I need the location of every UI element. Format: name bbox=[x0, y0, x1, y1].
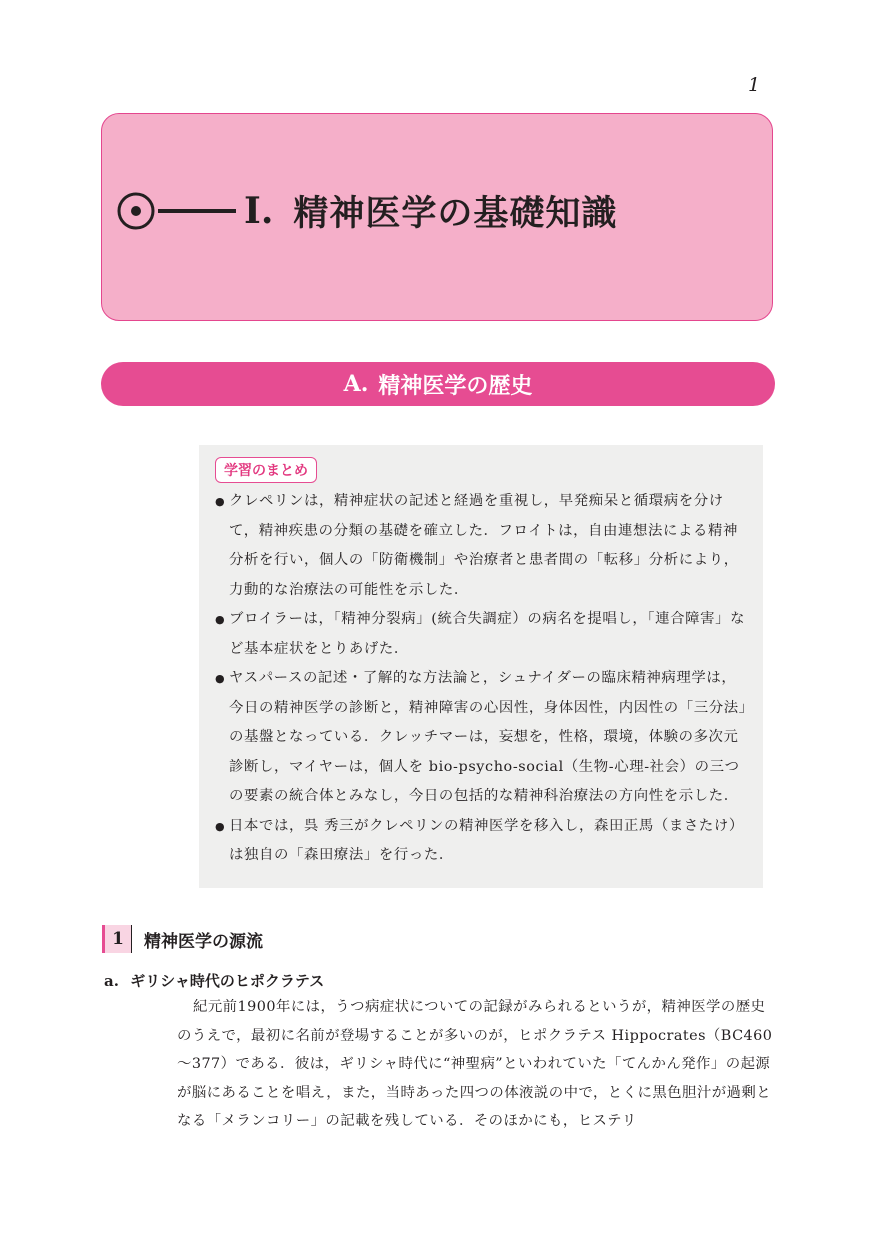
summary-tag: 学習のまとめ bbox=[215, 457, 317, 483]
chapter-title-text: 精神医学の基礎知識 bbox=[293, 194, 618, 234]
chapter-rule bbox=[158, 209, 236, 213]
summary-box bbox=[199, 445, 763, 888]
section-title: 精神医学の歴史 bbox=[378, 373, 533, 399]
section-letter: A. bbox=[343, 371, 369, 397]
summary-item: ● ヤスパースの記述・了解的な方法論と，シュナイダーの臨床精神病理学は，今日の精神医学の診断と，精神障害の心因性，身体因性，内因性の「三分法」の基盤となっている．クレッチマーは，妄想を，性格，環境，体験の多次元診断し，マイヤーは，個人を bio-psycho-social（生物-心理-社会）の三つの要素の統合体とみなし，今日の包括的な精神科治療法の方向性を示した． bbox=[215, 664, 749, 812]
summary-item: ● クレペリンは，精神症状の記述と経過を重視し，早発痴呆と循環病を分けて，精神疾患の分類の基礎を確立した．フロイトは，自由連想法による精神分析を行い，個人の「防衛機制」や治療者と患者間の「転移」分析により，力動的な治療法の可能性を示した． bbox=[215, 487, 749, 605]
subsubsection-letter: a. bbox=[104, 972, 119, 990]
subsection-heading bbox=[102, 925, 263, 953]
subsubsection-heading bbox=[104, 970, 324, 991]
target-circle-icon bbox=[116, 191, 156, 231]
body-paragraph: 紀元前1900年には，うつ病症状についての記録がみられるというが，精神医学の歴史のうえで，最初に名前が登場することが多いのが，ヒポクラテス Hippocrates（BC460～377）である．彼は，ギリシャ時代に“神聖病”といわれていた「てんかん発作」の起源が脳にあることを唱え，また，当時あった四つの体液説の中で，とくに黒色胆汁が過剰となる「メランコリー」の記載を残している．そのほかにも，ヒステリ bbox=[177, 999, 773, 1129]
page-number: 1 bbox=[748, 74, 761, 96]
subsection-title: 精神医学の源流 bbox=[144, 931, 263, 952]
summary-item: ● ブロイラーは，「精神分裂病」(統合失調症）の病名を提唱し，「連合障害」など基本症状をとりあげた． bbox=[215, 605, 749, 664]
chapter-roman-numeral: I. bbox=[244, 190, 274, 232]
chapter-header-box bbox=[101, 113, 773, 321]
summary-list bbox=[215, 487, 749, 871]
subsection-number: 1 bbox=[102, 925, 132, 953]
subsubsection-title: ギリシャ時代のヒポクラテス bbox=[130, 972, 325, 990]
summary-item: ● 日本では，呉 秀三がクレペリンの精神医学を移入し，森田正馬（まさたけ）は独自の「森田療法」を行った． bbox=[215, 812, 749, 871]
section-heading-band bbox=[101, 362, 775, 406]
chapter-title bbox=[116, 186, 617, 236]
